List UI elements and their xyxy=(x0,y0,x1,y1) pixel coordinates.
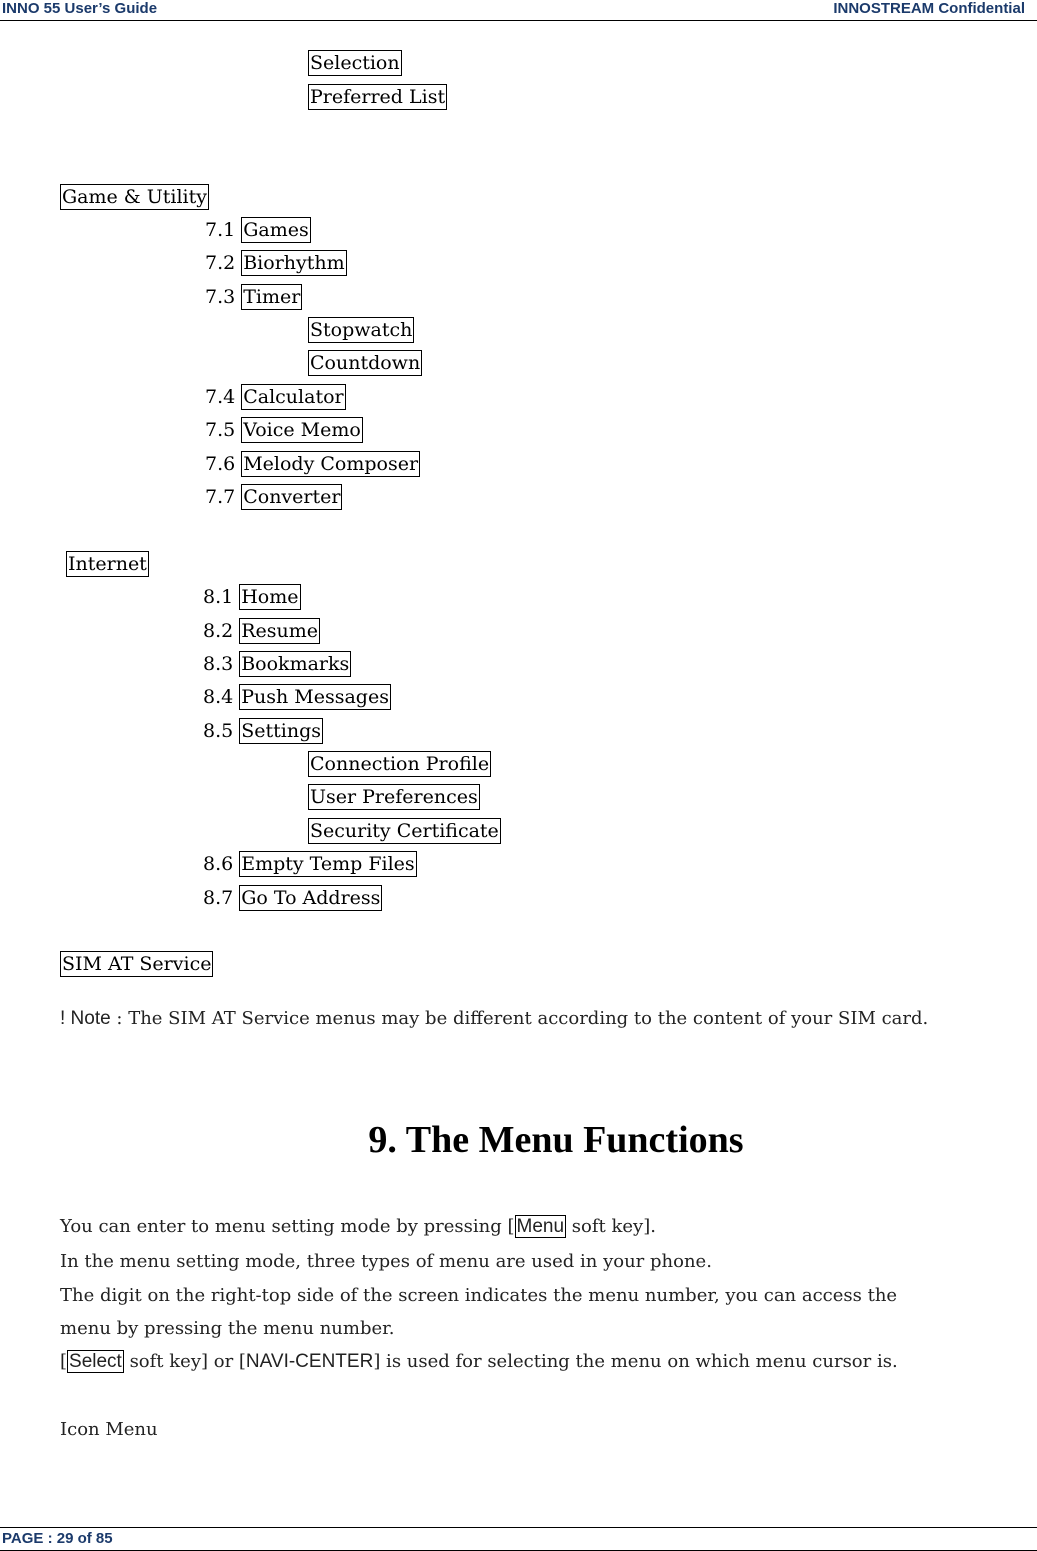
menu-item: 7.6 Melody Composer xyxy=(205,453,419,475)
menu-item: 8.5 Settings xyxy=(203,720,321,742)
menu-subitem: Security Certificate xyxy=(310,820,499,842)
paragraph: In the menu setting mode, three types of menu are used in your phone. xyxy=(60,1251,712,1272)
menu-item: 7.1 Games xyxy=(205,219,309,241)
menu-subitem: User Preferences xyxy=(310,786,478,808)
menu-heading: Internet xyxy=(68,553,147,575)
page-number: PAGE : 29 of 85 xyxy=(2,1530,113,1547)
menu-heading: SIM AT Service xyxy=(62,953,212,975)
paragraph: The digit on the right-top side of the screen indicates the menu number, you can access the xyxy=(60,1285,898,1306)
note: ! Note : The SIM AT Service menus may be different according to the content of your SIM card. xyxy=(60,1008,929,1029)
menu-item: Selection xyxy=(310,52,400,74)
header-title-right: INNOSTREAM Confidential xyxy=(833,0,1025,17)
menu-item: 8.3 Bookmarks xyxy=(203,653,350,675)
paragraph: Icon Menu xyxy=(60,1419,158,1440)
menu-item: 7.3 Timer xyxy=(205,286,301,308)
menu-item: 8.1 Home xyxy=(203,586,299,608)
menu-subitem: Countdown xyxy=(310,352,421,374)
paragraph: menu by pressing the menu number. xyxy=(60,1318,395,1339)
page-header xyxy=(0,0,1037,21)
paragraph: [ Select soft key] or [NAVI-CENTER] is used for selecting the menu on which menu cursor is. xyxy=(60,1351,898,1372)
menu-item: 8.2 Resume xyxy=(203,620,319,642)
menu-item: 7.5 Voice Memo xyxy=(205,419,361,441)
section-title: 9. The Menu Functions xyxy=(368,1119,744,1161)
menu-item: 8.4 Push Messages xyxy=(203,686,389,708)
menu-item: 8.7 Go To Address xyxy=(203,887,381,909)
menu-subitem: Stopwatch xyxy=(310,319,413,341)
menu-item: 7.2 Biorhythm xyxy=(205,252,345,274)
menu-item: Preferred List xyxy=(310,86,446,108)
menu-heading: Game & Utility xyxy=(62,186,208,208)
header-title-left: INNO 55 User’s Guide xyxy=(2,0,158,17)
paragraph: You can enter to menu setting mode by pressing [ Menu soft key]. xyxy=(60,1216,656,1237)
menu-item: 8.6 Empty Temp Files xyxy=(203,853,415,875)
menu-subitem: Connection Profile xyxy=(310,753,490,775)
menu-item: 7.4 Calculator xyxy=(205,386,344,408)
page-footer xyxy=(0,1527,1037,1551)
menu-item: 7.7 Converter xyxy=(205,486,341,508)
